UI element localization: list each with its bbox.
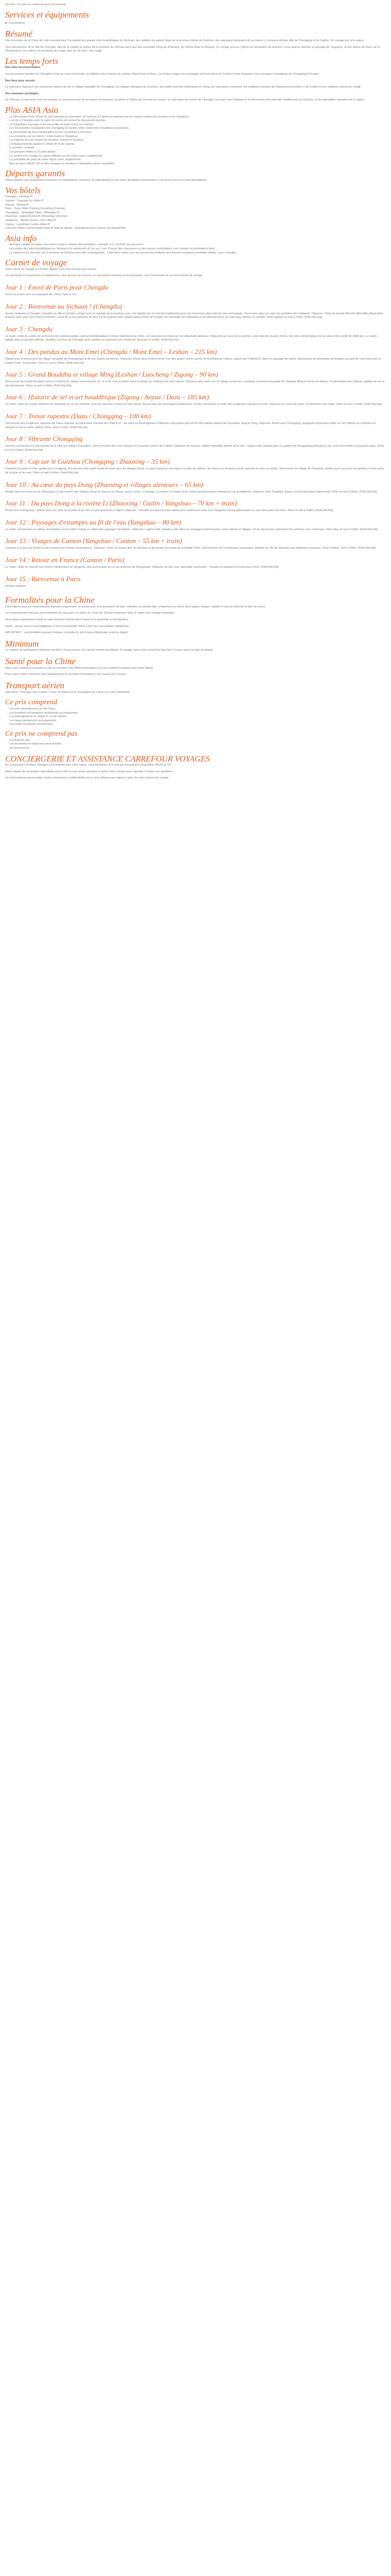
day-text: Arrivée matinale. bbox=[5, 584, 27, 588]
day-text: Transfert à la gare et train rapide pour Congjiang. Accueil par votre guide locale et route pour les villages Dong. Le pays Dong est une région reculée de vallées, de rizières en terrasses et de maisons en bois sur pilotis. Découverte du village de Zhaoxing, célèbre pour ses tours du tambour et ses ponts de la pluie et du vent. Dîner et nuit à l'hôtel. (Petit-Déj-Déj) bbox=[5, 467, 384, 474]
list-item: - Les repas mentionnés au programme bbox=[9, 719, 386, 723]
day-title: Jour 1 : Envol de Paris pour Chengdu bbox=[5, 283, 108, 292]
list-item: - Les découvertes marquantes de Chongqing et Canton entre modernité et traditions ancestrales bbox=[9, 127, 386, 131]
hotel-item: Chongqing : Jiefangbei Hôtel, Jiefangbei 4* bbox=[5, 211, 60, 214]
highlights-subtitle: Des lieux plus secrets bbox=[5, 79, 35, 82]
health-title: Santé pour la Chine bbox=[5, 656, 76, 667]
day-title: Jour 14 : Retour en France (Canton / Paris) bbox=[5, 555, 125, 564]
hotel-item: Zhaoxing : Lijiang Ronerium (Zhaoxing) (charme) bbox=[5, 215, 67, 218]
formalities-title: Formalités pour la Chine bbox=[5, 595, 95, 605]
resume-title: Résumé bbox=[5, 29, 32, 39]
breadcrumb bbox=[5, 0, 386, 7]
minimum-paragraph: Le nombre de participants minimum est fixé à 10 personnes. En cas de nombre insuffisant, le voyage pourra être annulé au plus tard 21 jours avant la date de départ. bbox=[5, 649, 214, 652]
formalities-paragraph: IMPORTANT : Les formalités peuvent évoluer, consultez le site France Diplomatie avant le départ. bbox=[5, 631, 128, 635]
formalities-paragraph: Vous devez également remplir la carte d'arrivée remise dans l'avion et la présenter à l'immigration. bbox=[5, 618, 129, 621]
breadcrumb-current: Ce prix ne comprend pas Conciergerie bbox=[18, 3, 67, 6]
resume-paragraph: Une excursion de la Chine de Late couvrant tous l'incomplet des grands sites bouddhiques du Sichuan, des tradition du panda Dong de la province même du Guizhou, des paysages fascinants de sa riviere Li, à travers ethnies ville de Chongqing et de Guilins. Un voyage très à la nature. bbox=[5, 39, 365, 42]
travel-book-paragraph: Sur demande et moyennant un supplément, vous pouvez en recevoir un exemplaire imprimé au format papier, avec l'ensemble de vos documents de voyage. bbox=[5, 274, 203, 278]
formalities-paragraph: Informations pour les ressortissants français uniquement, en possession d'un passeport de type ordinaire, en parfait état, comportant au moins deux pages vierges, valable 6 mois au-delà de la date de retour. bbox=[5, 605, 266, 608]
list-item: - Les régions encore vierges de touristes comme le Guizhou bbox=[9, 139, 386, 143]
hotels-note: Liste des hôtels communiquée avec la date de départ ; équivalents sous réserve de disponibilité. bbox=[5, 227, 127, 230]
itinerary-days bbox=[5, 302, 386, 588]
day-title: Jour 15 : Bienvenue à Paris bbox=[5, 574, 81, 583]
bullet-icon bbox=[5, 22, 7, 24]
highlights-paragraph bbox=[5, 92, 386, 96]
health-paragraph: Nous vous invitons à consulter le site du ministère des Affaires étrangères et votre médecin traitant avant votre départ. bbox=[5, 666, 154, 670]
highlights-paragraph: Au Sichuan, la rencontre avec les pandas, le savoureux tour de la cuisine sichuanaise, la soirée à l'Opéra du Sichuan au musée, un café dans les ruelles de Chengdu, l'accueil chez l'habitant et la découverte des marchés traditionnels au Guizhou, et les spécialités culinaires de la région. bbox=[5, 98, 365, 102]
concierge-title: CONCIERGERIE ET ASSISTANCE CARREFOUR VOYAGES bbox=[5, 754, 210, 764]
highlights-title: Les temps forts bbox=[5, 56, 58, 66]
hotel-item: Canton : Landmark Canton Hôtel 4* bbox=[5, 223, 51, 226]
list-item: - Les pourboires et dépenses personnelles bbox=[9, 742, 386, 747]
list-item: - Le conseil d'un voyage en classe Affaires sur Air China (avec supplément) bbox=[9, 155, 386, 159]
info-title: Asia info bbox=[5, 233, 37, 243]
info-list bbox=[5, 243, 386, 255]
minimum-title: Minimum bbox=[5, 638, 39, 649]
air-transport-paragraph: Vols Paris / Chengdu puis Canton / Paris via Pékin sur la compagnie Air China (sur votre demande). bbox=[5, 690, 131, 694]
hotel-item: Leshan : Yuanxian Ivy Hôtel 4* bbox=[5, 199, 44, 202]
list-item: - Le premier comptoir bbox=[9, 146, 386, 150]
page bbox=[5, 0, 386, 783]
price-includes-title: Ce prix comprend bbox=[5, 699, 57, 707]
air-transport-title: Transport aérien bbox=[5, 680, 64, 690]
asia-plus-list bbox=[5, 115, 386, 166]
list-item: - Les hébergements en hôtels 4* ou de charme bbox=[9, 715, 386, 719]
list-item: - La possibilité de partir de votre région (avec supplément) bbox=[9, 158, 386, 162]
list-item: - L'hébergement de qualité en hôtels 4* et de charme bbox=[9, 143, 386, 147]
list-item: - Les groupes limités à 16 participants bbox=[9, 150, 386, 155]
highlights-subtitle: Des sites incontournables bbox=[5, 66, 41, 70]
day-text: Le matin, promenade en radeau de bambou sur la rivière Yulong au milieu des paysages karstiques. Déjeuner. L'après-midi, balade à vélo dans la campagne environnante, entre rizières et villages. En fin de journée, spectacle d'un pêcheur aux cormorans. Dîner libre et nuit à l'hôtel. (Petit-Déj-Déj) bbox=[5, 528, 378, 531]
day-title: Jour 11 : Du pays Dong à la rivière Li (Zhaoxing / Guilin / Yangshuo – 70 km + train) bbox=[5, 499, 237, 507]
day-title: Jour 6 : Histoire de sel et art bouddhique (Zigong / Anyue / Dazu – 185 km) bbox=[5, 393, 209, 401]
list-item: - Les transferts et transports mentionnés au programme bbox=[9, 711, 386, 716]
day-text: Le matin, visite du centre de recherche des grands pandas, animal emblématique et trésor national de la Chine, où vous pourrez observer ces attachants animaux. Déjeuner au cours de la journée, puis visite du musée Jinsha, d'un site archéologique de la culture Shu vieille de 3000 ans. Le matin, balade dans le quartier tibétain. Quartier Lao-Kou de Chengdu, puis assistez au spectacle de l'Opéra du Sichuan en soirée. (Petit-Déj-Déj) bbox=[5, 334, 378, 342]
breadcrumb-home[interactable]: Accueil bbox=[5, 3, 14, 6]
health-paragraph: Pour votre confort, prévoyez des médicaments de première nécessité et une trousse de secours. bbox=[5, 673, 127, 676]
list-item: - Les vols internationaux sur Air China bbox=[9, 707, 386, 711]
list-item: - Les croisières sur la rivière Li entre Guilin et Yangshuo bbox=[9, 135, 386, 139]
list-item: - Les visites et entrées mentionnées bbox=[9, 723, 386, 727]
resume-paragraph: Vous découvrirez de la ville de Chengdu, ville de la cuisine et culture de la province du Sichuan ainsi que des ensemble Dong de Zhaoxing, de l'ethnie Miao et Zhuang. Ce voyage sera au rythme du monastère de Guizhou, vous pourrez aborder le paysage de Yangshuo, la cité nature de Dazu, de la Renaissance, les rizières en terrasses de Longji, plus sur la côte Li de Longji. bbox=[5, 45, 380, 53]
day-text: Route vers Chengyang, célèbre pour son pont de la pluie et du vent, le plus grand de la région. Déjeuner. Transfert à la gare et train rapide pour Guilin puis route vers Yangshuo, bourg pittoresque au cœur des pains de sucre. Dîner et nuit à l'hôtel. (Petit-Déj-Déj) bbox=[5, 509, 333, 513]
concierge-paragraph: Vos informations personnelles restent strictement confidentielles et ne sont utilisées que dans le cadre de votre dossier de voyage. bbox=[5, 776, 169, 780]
day-title: Jour 5 : Grand Bouddha et village Ming (Leshan / Luocheng / Zigong – 90 km) bbox=[5, 370, 218, 379]
departures-title: Départs garantis bbox=[5, 168, 65, 179]
services-item-label: Conciergerie bbox=[9, 21, 25, 25]
list-item: - Itinéraire valable en saison tout moins (sauf en dehors des périodes) - exemple 3,2-1-2/2026 par personne. bbox=[9, 243, 386, 247]
day-title: Jour 8 : Vibrante Chongqing bbox=[5, 435, 83, 443]
services-title: Services et équipements bbox=[5, 10, 89, 20]
list-item: - La découverte de lieux mémorables et des rencontres à nos yeux bbox=[9, 131, 386, 135]
concierge-paragraph: En choisissant Carrefour Voyages Conciergerie pour votre séjour, vous bénéficiez d'un service d'assistance disponible 24h/24 et 7j/7. bbox=[5, 764, 173, 767]
price-includes-list bbox=[5, 707, 386, 727]
day-text: Le matin, visite du musée d'histoire de l'industrie du sel de Shenhai, puits de saumure creusé au XIXe siècle. Découverte des techniques d'extraction. Route vers Anyue et visite des sculptures rupestres de Pilu. Déjeuner en cours de route. Continuation vers Dazu. Dîner et nuit à l'hôtel. (Petit-Déj-Déj) bbox=[5, 403, 382, 406]
travel-book-title: Carnet de voyage bbox=[5, 258, 67, 268]
day-title: Jour 4 : Des pandas au Mont Emei (Chengdu / Mont Emei – Leshan – 215 km) bbox=[5, 348, 217, 356]
day-title: Jour 9 : Cap sur le Guizhou (Chongqing / Zhaoxing – 35 km) bbox=[5, 457, 170, 466]
asia-plus-title: Plus ASIA Asia bbox=[5, 105, 58, 115]
day-title: Jour 12 : Paysages d'estampes au fil de l'eau (Yangshuo – 80 km) bbox=[5, 518, 181, 526]
price-excludes-title: Ce prix ne comprend pas bbox=[5, 730, 78, 738]
day-title: Jour 2 : Bienvenue au Sichuan ! (Chengdu) bbox=[5, 302, 122, 310]
list-item: - Les assurances bbox=[9, 747, 386, 751]
list-item: - Les frais de visa bbox=[9, 739, 386, 743]
list-item: - La rando sur du Sichuan, de la province de Guizhou peut être contraignante ; il faut donc éviter pour les personnes souffrant de certaines maladies à mobilité réduite, nous consulter. bbox=[9, 251, 386, 256]
day-title: Jour 13 : Visages de Canton (Yangshuo / Canton – 55 km + train) bbox=[5, 537, 182, 545]
day-text: Découverte des sculptures rupestres de Dazu classées au patrimoine mondial de l'UNESCO : les sites de Baodingshan et Beishan regroupent plus de 50 000 statues datant des dynasties Tang et Song. Déjeuner. Route pour Chongqing, mégapole dynamique bâtie sur les collines au confluent du Yangtsé et de la rivière Jialing. Dîner. Nuit à l'hôtel. (Petit-Déj-Déj) bbox=[5, 422, 376, 429]
highlights-subtitle: Des moments privilégiés bbox=[5, 92, 39, 95]
list-item: - Le magnifique paysage et les merveilles du pays Dong au Guizhou bbox=[9, 123, 386, 127]
highlights-paragraph: La mauvaise Zigong et ses anciennes salines de sel, le village tranquille de Chongqing, les villages ethniques du Guizhou, des petits marchés d'artisanat sur Dong, les mauvaises coutumes, les traditions vivantes de Zhaoxing et la rivière Li de Guilins et ses célèbres rizières de Longji. bbox=[5, 86, 362, 89]
price-excludes-list bbox=[5, 739, 386, 751]
breadcrumb-separator: > bbox=[14, 3, 18, 6]
formalities-paragraph: Les ressortissants français sont exemptés de visa pour un séjour en Chine de 30 jours maximum dans le cadre d'un voyage touristique. bbox=[5, 612, 175, 615]
day-text: Arrivée matinale à Chengdu, transfert en ville et premier contact avec la capitale de la province avec une balade sur un marché traditionnel pour une immersion dans l'art de vivre sichuanais. Vous serez ainsi au cœur du quotidien des habitants. Déjeuner. Visite du temple Wenshu (Bouddha Manjushri), toujours actif, avec une nonne à chanter, suivie de la rue piétonne de Jinli. En fin d'après-midi, balade dans le Parc du Peuple, lieu privilégié des habitants où ils viennent jouer au mah-jong, danser ou chanter. Dîner typique et nuit à l'hôtel. (Petit-Déj-Déj) bbox=[5, 312, 384, 319]
formalities-paragraph: Santé : aucun vaccin n'est obligatoire. Il est recommandé d'être à jour des vaccinations habituelles. bbox=[5, 624, 130, 628]
day-title: Jour 10 : Au cœur du pays Dong (Zhaoxing et villages alentours – 65 km) bbox=[5, 480, 203, 488]
day-text: Découverte du Grand Bouddha inscrit à l'UNESCO, statue monumentale de 71 m de haut sculptée dans la falaise au confluent de trois rivières. Déjeuner puis route vers le village ancien de Luocheng, ancienne bourgade de l'époque Ming en forme de bateau. Continuation vers Zigong, capitale du sel et des dinosaures. Dîner et nuit à l'hôtel. (Petit-Déj-Déj) bbox=[5, 380, 385, 387]
hotel-item: Chengdu : Xindong 4* bbox=[5, 195, 33, 199]
hotel-item: Yangshuo : Jianteri Green Lotus Hôtel 4* bbox=[5, 218, 57, 222]
list-item: - L'accès à Chengdu avec la visite du centre de recherche des grands pandas bbox=[9, 119, 386, 123]
highlights-paragraph: Les plus beaux temples de Chengdu et l'art de vivre sichuanais, les bâtiaux sites classés de Leshan, Mont Emei et Dazu. Les beaux rivages des paysages de la province du Guizhou et de Yangshuo, les mauvaises montagnes de Chongqing et Guilins. bbox=[5, 73, 320, 76]
day-title: Jour 7 : Trésor rupestre (Dazu / Chongqing – 100 km) bbox=[5, 412, 151, 420]
concierge-paragraph: Notre équipe de conseillers spécialisés est à votre écoute avant, pendant et après votre voyage pour répondre à toutes vos questions. bbox=[5, 770, 174, 773]
hotels-title: Vos hôtels bbox=[5, 185, 41, 195]
highlights-paragraph bbox=[5, 66, 386, 70]
travel-book-paragraph: Votre carnet de voyage en version digitale vous sera envoyé par courrier. bbox=[5, 267, 97, 271]
services-item bbox=[5, 22, 386, 26]
day-text: Départ pour la découverte du village tranquille de Huanglongxi et de ses ruelles anciennes. Déjeuner. Route pour le Mont Emei, l'un des quatre monts sacrés du bouddhisme chinois, classé par l'UNESCO, dans un paysage de forêts. Découverte du monastère de Baoguo au pied du mont ainsi que le temple Fuhu. Soirée libre. Dîner et nuit à l'hôtel. (Petit-Déj-Déj) bbox=[5, 358, 381, 365]
hotel-item: Zigong : Jinfeng 4* bbox=[5, 203, 29, 207]
list-item: - Les visites des sites bouddhiques au Sichuan et le weekends du 1er au 2 nov. Prevoir des chaussures et des tenues confortables, non compris les prestations liées. bbox=[9, 247, 386, 251]
highlights-paragraph bbox=[5, 79, 386, 83]
day-title: Jour 3 : Chengdu bbox=[5, 325, 53, 333]
day-text: Journée consacrée à la découverte de la ville aux milliers d'escaliers, dont le musée des Trois Gorges et le quartier ancien de Ciqikou. Déjeuner de hot-pot, célèbre spécialité épicée de la ville. L'après-midi, balade dans le quartier de Hongyadong illuminé le soir, puis promenade le long des quais. Dîner et nuit à l'hôtel. (Petit-Déj-Déj) bbox=[5, 445, 384, 452]
day-text: Transfert à la gare de Guilin et train rapide pour Canton (Guangzhou). Déjeuner. Visite du temple des Six Banians et du temple ancestral de la famille Chen, chef-d'œuvre de l'architecture cantonaise. Balade sur l'île de Shamian aux bâtiments coloniaux. Dîner d'adieu. Nuit à l'hôtel. (Petit-Déj-Déj) bbox=[5, 547, 376, 550]
hotel-item: Dazu : Dazu Shike Yuelong Guanting (Chiense) bbox=[5, 207, 66, 211]
day-text: Balade dans les environs de Zhaoxing à la découverte des villages Dong de Tang'an et Jitang, accès à pied. Le tissage, la teinture à l'indigo et les chants polyphoniques rythment la vie quotidienne. Déjeuner chez l'habitant. Retour à Zhaoxing dans l'après-midi. Dîner et nuit à l'hôtel. (Petit-Déj-Déj) bbox=[5, 490, 378, 494]
day-text: Envol en soirée vers la compagnie Air China. Nuit en vol. bbox=[5, 293, 77, 297]
list-item: - Nos services 24h/24 7j/7 et des voyages en aventure à destination (avec conseiller) bbox=[9, 162, 386, 166]
list-item: - La découverte d'une Chine du sud originale et contrastée, du Sichuan à Canton en passant par les régions isolées du Guizhou et de Yangshuo bbox=[9, 115, 386, 120]
day-text: Le matin, visite du marché aux herbes médicinales de Qingping, puis promenade sur la rue piétonne de Shangxiajiu. Déjeuner de dim sum, spécialité cantonaise. Transfert à l'aéroport et envol pour Paris. (Petit-Déj-Déj) bbox=[5, 565, 279, 569]
departures-paragraph: Départ garanti sans supplément minimum 10 participants, maximum 16 participants sur les dates de départ mentionnées ci-dessous (entre les mois disponibles). bbox=[5, 179, 207, 182]
